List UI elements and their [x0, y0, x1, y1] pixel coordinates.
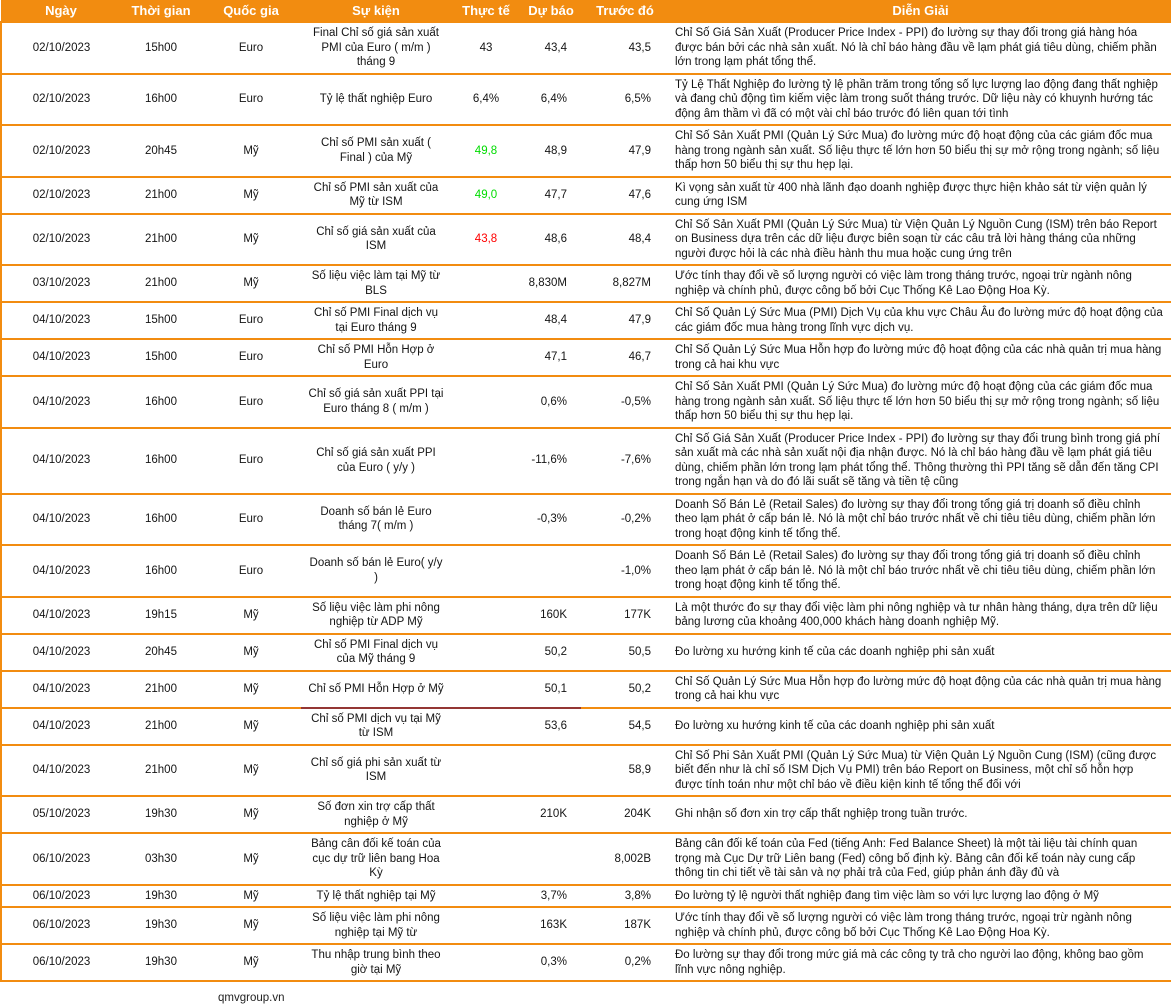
event-cell: Số liệu việc làm phi nông nghiệp tại Mỹ từ	[301, 907, 451, 944]
forecast-cell: 48,9	[521, 125, 581, 177]
previous-cell: 177K	[581, 597, 669, 634]
table-row	[1, 214, 1171, 266]
date-cell: 02/10/2023	[1, 214, 121, 266]
event-cell: Chỉ số giá sản xuất của ISM	[301, 214, 451, 266]
country-cell: Euro	[201, 339, 301, 376]
date-cell: 02/10/2023	[1, 22, 121, 74]
table-header	[1, 0, 1171, 22]
column-header-forecast: Dự báo	[521, 0, 581, 22]
explanation-cell: Tỷ Lệ Thất Nghiệp đo lường tỷ lệ phần trăm trong tổng số lực lượng lao động đang thất nghiệp và đang chủ động tìm kiếm việc làm trong suốt tháng trước. Dữ liệu này có khuynh hướng tác động âm thầm vì đã có một vài chỉ báo trước đó liên quan tới tình	[669, 74, 1171, 126]
date-cell: 06/10/2023	[1, 944, 121, 981]
event-cell: Bảng cân đối kế toán của cục dự trữ liên bang Hoa Kỳ	[301, 833, 451, 885]
actual-cell	[451, 634, 521, 671]
actual-cell: 43	[451, 22, 521, 74]
explanation-cell: Đo lường xu hướng kinh tế của các doanh nghiệp phi sản xuất	[669, 634, 1171, 671]
event-cell: Số liệu việc làm tại Mỹ từ BLS	[301, 265, 451, 302]
previous-cell: 204K	[581, 796, 669, 833]
country-cell: Mỹ	[201, 597, 301, 634]
forecast-cell: 0,3%	[521, 944, 581, 981]
forecast-cell: 48,6	[521, 214, 581, 266]
country-cell: Euro	[201, 302, 301, 339]
explanation-cell: Chỉ Số Sản Xuất PMI (Quản Lý Sức Mua) đo lường mức độ hoạt động của các giám đốc mua hàng trong ngành sản xuất. Số liệu thực tế lớn hơn 50 biểu thị sự mở rộng trong ngành; số liệu thấp hơn 50 biểu thị sự thu hẹp lại.	[669, 125, 1171, 177]
country-cell: Euro	[201, 376, 301, 428]
explanation-cell: Là một thước đo sự thay đổi việc làm phi nông nghiệp và tư nhân hàng tháng, dựa trên dữ liệu bảng lương của khoảng 400,000 khách hàng doanh nghiệp Mỹ.	[669, 597, 1171, 634]
table-row	[1, 597, 1171, 634]
forecast-cell: 3,7%	[521, 885, 581, 908]
forecast-cell: 47,1	[521, 339, 581, 376]
country-cell: Mỹ	[201, 944, 301, 981]
explanation-cell: Chỉ Số Phi Sản Xuất PMI (Quản Lý Sức Mua) từ Viện Quản Lý Nguồn Cung (ISM) (cũng được biết đến như là chỉ số ISM Dịch Vụ PMI) trên báo Report on Business, một chỉ số hỗn hợp được tính toán như một chỉ báo về điều kiện kinh tế tổng thể đối với	[669, 745, 1171, 797]
explanation-cell: Đo lường sự thay đổi trong mức giá mà các công ty trả cho người lao động, không bao gồm lĩnh vực nông nghiệp.	[669, 944, 1171, 981]
country-cell: Euro	[201, 494, 301, 546]
previous-cell: 58,9	[581, 745, 669, 797]
actual-cell: 49,0	[451, 177, 521, 214]
column-header-explanation: Diễn Giải	[669, 0, 1171, 22]
date-cell: 02/10/2023	[1, 74, 121, 126]
country-cell: Mỹ	[201, 671, 301, 708]
explanation-cell: Chỉ Số Quản Lý Sức Mua Hỗn hợp đo lường mức độ hoạt động của các nhà quản trị mua hàng trong cả hai khu vực	[669, 339, 1171, 376]
date-cell: 04/10/2023	[1, 302, 121, 339]
table-row	[1, 745, 1171, 797]
time-cell: 19h30	[121, 944, 201, 981]
table-row	[1, 22, 1171, 74]
explanation-cell: Chỉ Số Quản Lý Sức Mua Hỗn hợp đo lường mức độ hoạt động của các nhà quản trị mua hàng trong cả hai khu vực	[669, 671, 1171, 708]
previous-cell: 8,827M	[581, 265, 669, 302]
time-cell: 21h00	[121, 265, 201, 302]
time-cell: 16h00	[121, 494, 201, 546]
time-cell: 15h00	[121, 302, 201, 339]
table-row	[1, 177, 1171, 214]
previous-cell: 8,002B	[581, 833, 669, 885]
explanation-cell: Doanh Số Bán Lẻ (Retail Sales) đo lường sự thay đổi trong tổng giá trị doanh số điều chỉnh theo lạm phát ở cấp bán lẻ. Nó là một chỉ báo trước nhất về chi tiêu tiêu dùng, chiếm phần lớn trong hoạt động kinh tế tổng thể.	[669, 545, 1171, 597]
country-cell: Mỹ	[201, 745, 301, 797]
table-row	[1, 302, 1171, 339]
event-cell: Doanh số bán lẻ Euro tháng 7( m/m )	[301, 494, 451, 546]
event-cell: Chỉ số PMI dịch vụ tại Mỹ từ ISM	[301, 708, 451, 745]
forecast-cell: 43,4	[521, 22, 581, 74]
time-cell: 16h00	[121, 428, 201, 494]
explanation-cell: Chỉ Số Giá Sản Xuất (Producer Price Index - PPI) đo lường sự thay đổi trong giá hàng hóa được bán bởi các nhà sản xuất. Nó là chỉ báo hàng đầu về lạm phát giá tiêu dùng, chiếm phần lớn trong lạm phát tổng thể.	[669, 22, 1171, 74]
time-cell: 19h30	[121, 796, 201, 833]
previous-cell: 50,2	[581, 671, 669, 708]
table-row	[1, 885, 1171, 908]
date-cell: 04/10/2023	[1, 494, 121, 546]
actual-cell	[451, 885, 521, 908]
date-cell: 04/10/2023	[1, 428, 121, 494]
country-cell: Mỹ	[201, 634, 301, 671]
date-cell: 05/10/2023	[1, 796, 121, 833]
time-cell: 19h30	[121, 907, 201, 944]
actual-cell	[451, 745, 521, 797]
event-cell: Tỷ lệ thất nghiệp tại Mỹ	[301, 885, 451, 908]
forecast-cell: 163K	[521, 907, 581, 944]
event-cell: Chỉ số PMI sản xuất của Mỹ từ ISM	[301, 177, 451, 214]
actual-cell	[451, 597, 521, 634]
event-cell: Chỉ số PMI Final dịch vụ tại Euro tháng 9	[301, 302, 451, 339]
previous-cell: 43,5	[581, 22, 669, 74]
actual-cell	[451, 796, 521, 833]
column-header-date: Ngày	[1, 0, 121, 22]
actual-cell	[451, 339, 521, 376]
actual-cell	[451, 907, 521, 944]
explanation-cell: Đo lường xu hướng kinh tế của các doanh nghiệp phi sản xuất	[669, 708, 1171, 745]
column-header-country: Quốc gia	[201, 0, 301, 22]
country-cell: Mỹ	[201, 214, 301, 266]
previous-cell: 48,4	[581, 214, 669, 266]
time-cell: 03h30	[121, 833, 201, 885]
event-cell: Chỉ số PMI Hỗn Hợp ở Mỹ	[301, 671, 451, 708]
table-body	[1, 22, 1171, 981]
country-cell: Euro	[201, 428, 301, 494]
event-cell: Chỉ số giá phi sản xuất từ ISM	[301, 745, 451, 797]
event-cell: Thu nhập trung bình theo giờ tại Mỹ	[301, 944, 451, 981]
previous-cell: 6,5%	[581, 74, 669, 126]
forecast-cell	[521, 745, 581, 797]
event-cell: Final Chỉ số giá sản xuất PMI của Euro ( m/m ) tháng 9	[301, 22, 451, 74]
time-cell: 16h00	[121, 545, 201, 597]
previous-cell: 46,7	[581, 339, 669, 376]
actual-cell: 6,4%	[451, 74, 521, 126]
time-cell: 16h00	[121, 376, 201, 428]
country-cell: Mỹ	[201, 265, 301, 302]
column-header-previous: Trước đó	[581, 0, 669, 22]
previous-cell: 0,2%	[581, 944, 669, 981]
forecast-cell: 0,6%	[521, 376, 581, 428]
country-cell: Euro	[201, 74, 301, 126]
actual-cell	[451, 545, 521, 597]
event-cell: Số đơn xin trợ cấp thất nghiệp ở Mỹ	[301, 796, 451, 833]
actual-cell	[451, 833, 521, 885]
date-cell: 02/10/2023	[1, 125, 121, 177]
country-cell: Mỹ	[201, 125, 301, 177]
event-cell: Tỷ lệ thất nghiệp Euro	[301, 74, 451, 126]
explanation-cell: Chỉ Số Giá Sản Xuất (Producer Price Index - PPI) đo lường sự thay đổi trung bình trong giá phí sản xuất mà các nhà sản xuất nội địa nhận được. Nó là chỉ báo hàng đầu về lạm phát giá tiêu dùng, chiếm phần lớn trong lạm phát tổng thể. Thông thường thì PPI tăng sẽ dẫn đến tăng CPI trong ngắn hạn và do đó lãi suất sẽ tăng và tiền tệ cũng	[669, 428, 1171, 494]
actual-cell	[451, 708, 521, 745]
time-cell: 21h00	[121, 177, 201, 214]
explanation-cell: Doanh Số Bán Lẻ (Retail Sales) đo lường sự thay đổi trong tổng giá trị doanh số điều chỉnh theo lạm phát ở cấp bán lẻ. Nó là một chỉ báo trước nhất về chi tiêu tiêu dùng, chiếm phần lớn trong hoạt động kinh tế tổng thể.	[669, 494, 1171, 546]
table-row	[1, 265, 1171, 302]
explanation-cell: Đo lường tỷ lệ người thất nghiệp đang tìm việc làm so với lực lượng lao động ở Mỹ	[669, 885, 1171, 908]
country-cell: Mỹ	[201, 177, 301, 214]
time-cell: 21h00	[121, 671, 201, 708]
date-cell: 04/10/2023	[1, 545, 121, 597]
forecast-cell	[521, 545, 581, 597]
time-cell: 16h00	[121, 74, 201, 126]
time-cell: 19h15	[121, 597, 201, 634]
forecast-cell: -0,3%	[521, 494, 581, 546]
date-cell: 06/10/2023	[1, 885, 121, 908]
actual-cell: 43,8	[451, 214, 521, 266]
forecast-cell: 50,1	[521, 671, 581, 708]
table-row	[1, 634, 1171, 671]
actual-cell	[451, 376, 521, 428]
column-header-time: Thời gian	[121, 0, 201, 22]
previous-cell: -1,0%	[581, 545, 669, 597]
event-cell: Chỉ số giá sản xuất PPI của Euro ( y/y )	[301, 428, 451, 494]
date-cell: 04/10/2023	[1, 745, 121, 797]
column-header-actual: Thực tế	[451, 0, 521, 22]
explanation-cell: Kì vọng sản xuất từ 400 nhà lãnh đạo doanh nghiệp được thực hiện khảo sát từ viện quản lý cung ứng ISM	[669, 177, 1171, 214]
actual-cell	[451, 494, 521, 546]
forecast-cell: 6,4%	[521, 74, 581, 126]
explanation-cell: Chỉ Số Sản Xuất PMI (Quản Lý Sức Mua) đo lường mức độ hoạt động của các giám đốc mua hàng trong ngành sản xuất. Số liệu thực tế lớn hơn 50 biểu thị sự mở rộng trong ngành; số liệu thấp hơn 50 biểu thị sự thu hẹp lại.	[669, 376, 1171, 428]
date-cell: 04/10/2023	[1, 597, 121, 634]
table-row	[1, 944, 1171, 981]
forecast-cell: 160K	[521, 597, 581, 634]
table-row	[1, 907, 1171, 944]
previous-cell: -0,5%	[581, 376, 669, 428]
country-cell: Mỹ	[201, 833, 301, 885]
date-cell: 06/10/2023	[1, 907, 121, 944]
time-cell: 19h30	[121, 885, 201, 908]
forecast-cell: 50,2	[521, 634, 581, 671]
country-cell: Mỹ	[201, 907, 301, 944]
date-cell: 06/10/2023	[1, 833, 121, 885]
event-cell: Doanh số bán lẻ Euro( y/y )	[301, 545, 451, 597]
date-cell: 04/10/2023	[1, 708, 121, 745]
actual-cell: 49,8	[451, 125, 521, 177]
previous-cell: 54,5	[581, 708, 669, 745]
explanation-cell: Chỉ Số Quản Lý Sức Mua (PMI) Dịch Vụ của khu vực Châu Âu đo lường mức độ hoạt động của các giám đốc mua hàng trong lĩnh vực dịch vụ.	[669, 302, 1171, 339]
date-cell: 04/10/2023	[1, 376, 121, 428]
forecast-cell: 47,7	[521, 177, 581, 214]
explanation-cell: Chỉ Số Sản Xuất PMI (Quản Lý Sức Mua) từ Viện Quản Lý Nguồn Cung (ISM) trên báo Report on Business dựa trên các dữ liệu được biên soạn từ các câu trả lời hàng tháng của những người được hỏi là các nhà điều hành thu mua hoặc cung ứng trên	[669, 214, 1171, 266]
table-row	[1, 428, 1171, 494]
event-cell: Chỉ số giá sản xuất PPI tại Euro tháng 8 ( m/m )	[301, 376, 451, 428]
previous-cell: 47,9	[581, 125, 669, 177]
explanation-cell: Ghi nhận số đơn xin trợ cấp thất nghiệp trong tuần trước.	[669, 796, 1171, 833]
date-cell: 02/10/2023	[1, 177, 121, 214]
date-cell: 04/10/2023	[1, 339, 121, 376]
forecast-cell: 48,4	[521, 302, 581, 339]
event-cell: Chỉ số PMI Hỗn Hợp ở Euro	[301, 339, 451, 376]
date-cell: 04/10/2023	[1, 634, 121, 671]
date-cell: 03/10/2023	[1, 265, 121, 302]
explanation-cell: Ước tính thay đổi về số lượng người có việc làm trong tháng trước, ngoại trừ ngành nông nghiệp và chính phủ, được công bố bởi Cục Thống Kê Lao Động Hoa Kỳ.	[669, 265, 1171, 302]
actual-cell	[451, 265, 521, 302]
explanation-cell: Bảng cân đối kế toán của Fed (tiếng Anh: Fed Balance Sheet) là một tài liệu tài chính quan trọng mà Cục Dự trữ Liên bang (Fed) công bố định kỳ. Bảng cân đối kế toán này cung cấp thông tin chi tiết về tài sản và nợ phải trả của Fed, giúp phản ánh đầy đủ và	[669, 833, 1171, 885]
actual-cell	[451, 428, 521, 494]
actual-cell	[451, 671, 521, 708]
time-cell: 20h45	[121, 125, 201, 177]
site-watermark: qmvgroup.vn	[218, 992, 285, 1004]
table-row	[1, 796, 1171, 833]
time-cell: 21h00	[121, 214, 201, 266]
country-cell: Euro	[201, 545, 301, 597]
table-row	[1, 494, 1171, 546]
country-cell: Mỹ	[201, 708, 301, 745]
time-cell: 15h00	[121, 22, 201, 74]
previous-cell: 47,6	[581, 177, 669, 214]
table-row	[1, 708, 1171, 745]
table-row	[1, 671, 1171, 708]
table-row	[1, 74, 1171, 126]
time-cell: 20h45	[121, 634, 201, 671]
event-cell: Chỉ số PMI sản xuất ( Final ) của Mỹ	[301, 125, 451, 177]
country-cell: Mỹ	[201, 885, 301, 908]
previous-cell: -0,2%	[581, 494, 669, 546]
actual-cell	[451, 944, 521, 981]
previous-cell: 47,9	[581, 302, 669, 339]
date-cell: 04/10/2023	[1, 671, 121, 708]
actual-cell	[451, 302, 521, 339]
table-row	[1, 833, 1171, 885]
forecast-cell: 53,6	[521, 708, 581, 745]
table-row	[1, 376, 1171, 428]
event-cell: Chỉ số PMI Final dịch vụ của Mỹ tháng 9	[301, 634, 451, 671]
time-cell: 21h00	[121, 708, 201, 745]
forecast-cell: 8,830M	[521, 265, 581, 302]
time-cell: 15h00	[121, 339, 201, 376]
event-cell: Số liệu việc làm phi nông nghiệp từ ADP Mỹ	[301, 597, 451, 634]
country-cell: Mỹ	[201, 796, 301, 833]
previous-cell: 187K	[581, 907, 669, 944]
table-row	[1, 545, 1171, 597]
previous-cell: 3,8%	[581, 885, 669, 908]
forecast-cell	[521, 833, 581, 885]
forecast-cell: 210K	[521, 796, 581, 833]
time-cell: 21h00	[121, 745, 201, 797]
table-row	[1, 125, 1171, 177]
forecast-cell: -11,6%	[521, 428, 581, 494]
country-cell: Euro	[201, 22, 301, 74]
previous-cell: 50,5	[581, 634, 669, 671]
column-header-event: Sự kiện	[301, 0, 451, 22]
previous-cell: -7,6%	[581, 428, 669, 494]
table-row	[1, 339, 1171, 376]
explanation-cell: Ước tính thay đổi về số lượng người có việc làm trong tháng trước, ngoại trừ ngành nông nghiệp và chính phủ, được công bố bởi Cục Thống Kê Lao Động Hoa Kỳ.	[669, 907, 1171, 944]
